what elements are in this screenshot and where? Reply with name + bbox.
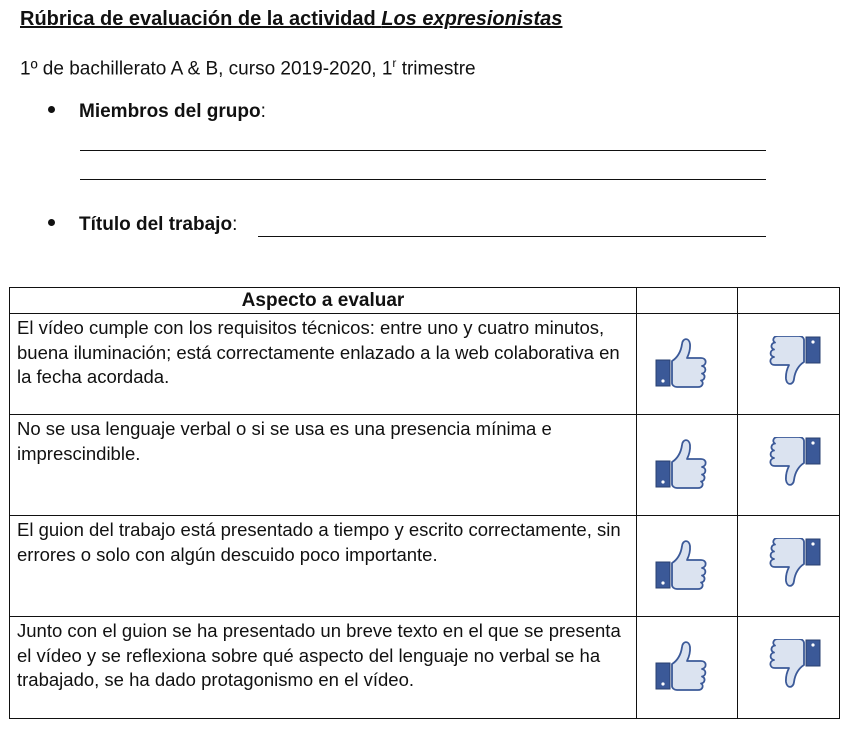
dislike-cell[interactable]	[738, 617, 840, 719]
members-label: Miembros del grupo	[79, 101, 261, 122]
dislike-cell[interactable]	[738, 415, 840, 516]
members-colon: :	[260, 101, 266, 122]
table-row	[10, 516, 840, 617]
rubric-table	[9, 287, 840, 719]
like-cell[interactable]	[637, 617, 738, 719]
thumbs-down-icon[interactable]	[757, 336, 821, 388]
table-row	[10, 617, 840, 719]
table-row	[10, 415, 840, 516]
dislike-cell[interactable]	[738, 314, 840, 415]
aspect-text: El vídeo cumple con los requisitos técnicos: entre uno y cuatro minutos, buena iluminación; está correctamente enlazado a la web colaborativa en la fecha acordada.	[10, 314, 637, 415]
thumbs-up-icon[interactable]	[655, 538, 719, 590]
thumbs-up-icon[interactable]	[655, 336, 719, 388]
table-row	[10, 314, 840, 415]
work-title-field	[48, 214, 237, 236]
document-title	[20, 8, 562, 31]
members-line-2[interactable]	[80, 179, 766, 180]
thumbs-up-icon[interactable]	[655, 639, 719, 691]
thumbs-down-icon[interactable]	[757, 639, 821, 691]
members-field	[48, 101, 266, 123]
subtitle-sup: r	[392, 56, 397, 70]
aspect-text: Junto con el guion se ha presentado un breve texto en el que se presenta el vídeo y se reflexiona sobre qué aspecto del lenguaje no verbal se ha trabajado, se ha dado protagonismo en el vídeo.	[10, 617, 637, 719]
table-header-row	[10, 288, 840, 314]
like-cell[interactable]	[637, 314, 738, 415]
dislike-cell[interactable]	[738, 516, 840, 617]
subtitle-part2: trimestre	[396, 58, 476, 80]
like-header	[637, 288, 738, 314]
aspect-header: Aspecto a evaluar	[10, 288, 637, 314]
work-title-label: Título del trabajo	[79, 214, 233, 235]
title-prefix: Rúbrica de evaluación de la actividad	[20, 8, 382, 30]
work-title-line[interactable]	[258, 236, 766, 237]
aspect-text: No se usa lenguaje verbal o si se usa es una presencia mínima e imprescindible.	[10, 415, 637, 516]
work-title-colon: :	[232, 214, 238, 235]
members-line-1[interactable]	[80, 150, 766, 151]
dislike-header	[738, 288, 840, 314]
subtitle-part1: 1º de bachillerato A & B, curso 2019-2020, 1	[20, 58, 393, 80]
bullet-icon	[48, 106, 55, 113]
thumbs-up-icon[interactable]	[655, 437, 719, 489]
like-cell[interactable]	[637, 415, 738, 516]
bullet-icon	[48, 219, 55, 226]
title-italic: Los expresionistas	[381, 8, 563, 30]
like-cell[interactable]	[637, 516, 738, 617]
document-subtitle	[20, 56, 476, 80]
thumbs-down-icon[interactable]	[757, 538, 821, 590]
aspect-text: El guion del trabajo está presentado a tiempo y escrito correctamente, sin errores o solo con algún descuido poco importante.	[10, 516, 637, 617]
thumbs-down-icon[interactable]	[757, 437, 821, 489]
